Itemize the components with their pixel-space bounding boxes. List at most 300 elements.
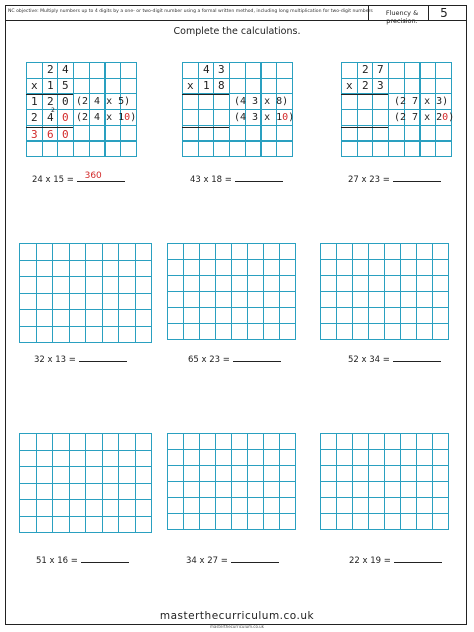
grid-cell — [85, 309, 103, 327]
grid-cell — [320, 259, 337, 276]
grid-cell — [247, 291, 264, 308]
grid-cell — [279, 449, 296, 466]
grid-cell — [372, 141, 389, 158]
answer-line[interactable] — [235, 172, 283, 182]
grid-cell — [372, 93, 389, 110]
grid-cell — [352, 275, 369, 292]
grid-cell — [229, 125, 246, 142]
grid-cell — [432, 259, 449, 276]
digit: 2 — [31, 111, 38, 124]
grid-cell — [215, 513, 232, 530]
question-2: 65 x 23 = — [188, 352, 281, 365]
grid-cell — [279, 481, 296, 498]
grid-cell — [400, 497, 417, 514]
grid-cell — [118, 466, 136, 484]
grid-cell — [19, 483, 37, 501]
grid-cell — [263, 433, 280, 450]
grid-cell — [432, 323, 449, 340]
grid-cell — [263, 481, 280, 498]
digit: 3 — [377, 79, 384, 92]
grid-cell — [416, 243, 433, 260]
grid-cell — [279, 465, 296, 482]
grid-cell — [245, 125, 262, 142]
grid-cell — [336, 481, 353, 498]
grid-cell — [416, 465, 433, 482]
grid-cell — [231, 481, 248, 498]
grid-cell — [336, 513, 353, 530]
grid-cell — [368, 259, 385, 276]
grid-cell — [73, 78, 90, 95]
grid-cell — [69, 499, 87, 517]
footer-site: masterthecurriculum.co.uk — [159, 610, 315, 622]
grid-cell — [215, 307, 232, 324]
grid-cell — [416, 307, 433, 324]
header-divider — [368, 5, 369, 21]
grid-cell — [183, 481, 200, 498]
grid-cell — [167, 307, 184, 324]
answer-line[interactable] — [77, 172, 125, 182]
grid-cell — [388, 62, 405, 79]
grid-cell — [118, 326, 136, 344]
grid-cell — [199, 513, 216, 530]
grid-cell — [198, 141, 215, 158]
grid-cell — [69, 260, 87, 278]
underline — [341, 127, 388, 128]
grid-cell — [247, 275, 264, 292]
grid-cell — [135, 293, 153, 311]
grid-cell — [118, 293, 136, 311]
grid-cell — [89, 125, 106, 142]
grid-cell — [182, 109, 199, 126]
grid-cell — [336, 275, 353, 292]
grid-cell — [215, 323, 232, 340]
grid-cell — [167, 275, 184, 292]
grid-cell — [135, 483, 153, 501]
grid-cell — [52, 293, 70, 311]
digit: 5 — [62, 79, 69, 92]
grid-cell — [416, 497, 433, 514]
grid-cell — [19, 293, 37, 311]
grid-cell — [320, 449, 337, 466]
grid-cell — [36, 276, 54, 294]
grid-cell — [57, 141, 74, 158]
grid-cell — [26, 62, 43, 79]
grid-cell — [400, 275, 417, 292]
grid-cell — [400, 291, 417, 308]
grid-cell — [432, 481, 449, 498]
grid-cell — [167, 291, 184, 308]
grid-cell — [247, 433, 264, 450]
question-worked-1: 24 x 15 = 360 — [32, 172, 125, 185]
grid-cell — [118, 276, 136, 294]
grid-cell — [400, 307, 417, 324]
grid-cell — [69, 433, 87, 451]
grid-cell — [368, 307, 385, 324]
answer-line[interactable] — [393, 172, 441, 182]
grid-cell — [357, 109, 374, 126]
footer-site-small: masterthecurriculum.co.uk — [210, 624, 264, 629]
answer-line[interactable] — [394, 553, 442, 563]
grid-cell — [247, 497, 264, 514]
grid-cell — [231, 243, 248, 260]
placeholder-zero: 0 — [62, 111, 69, 124]
digit: 2 — [47, 95, 54, 108]
grid-cell — [384, 497, 401, 514]
grid-cell — [85, 466, 103, 484]
grid-cell — [199, 307, 216, 324]
grid-cell — [247, 449, 264, 466]
grid-cell — [69, 466, 87, 484]
grid-cell — [167, 513, 184, 530]
grid-cell — [183, 449, 200, 466]
grid-cell — [36, 260, 54, 278]
grid-cell — [182, 62, 199, 79]
grid-cell — [400, 259, 417, 276]
grid-cell — [352, 497, 369, 514]
grid-cell — [182, 141, 199, 158]
grid-cell — [52, 466, 70, 484]
grid-cell — [19, 499, 37, 517]
nc-objective: NC objective: Multiply numbers up to 4 digits by a one- or two-digit number using a formal written method, including long multiplication for two-digit numbers — [8, 9, 373, 14]
grid-cell — [135, 450, 153, 468]
grid-cell — [52, 243, 70, 261]
grid-cell — [384, 307, 401, 324]
digit: 2 — [47, 63, 54, 76]
grid-cell — [135, 309, 153, 327]
times-sign: x — [31, 79, 38, 92]
grid-cell — [183, 497, 200, 514]
grid-cell — [231, 433, 248, 450]
grid-cell — [279, 291, 296, 308]
grid-cell — [199, 323, 216, 340]
grid-cell — [368, 449, 385, 466]
grid-cell — [352, 465, 369, 482]
partial-note: (2 7 x 20) — [394, 112, 455, 123]
grid-cell — [118, 483, 136, 501]
grid-cell — [404, 125, 421, 142]
grid-cell — [352, 243, 369, 260]
grid-cell — [183, 465, 200, 482]
grid-cell — [388, 125, 405, 142]
grid-cell — [336, 433, 353, 450]
grid-cell — [247, 323, 264, 340]
grid-cell — [199, 449, 216, 466]
grid-cell — [416, 323, 433, 340]
grid-cell — [400, 433, 417, 450]
grid-cell — [36, 516, 54, 534]
grid-cell — [420, 125, 437, 142]
grid-cell — [118, 516, 136, 534]
grid-cell — [247, 481, 264, 498]
grid-cell — [102, 326, 120, 344]
grid-cell — [416, 513, 433, 530]
grid-cell — [102, 243, 120, 261]
grid-cell — [199, 243, 216, 260]
answer-line[interactable] — [231, 553, 279, 563]
grid-cell — [215, 259, 232, 276]
grid-cell — [263, 497, 280, 514]
question-5: 34 x 27 = — [186, 553, 279, 566]
grid-cell — [279, 307, 296, 324]
grid-cell — [231, 513, 248, 530]
grid-cell — [105, 78, 122, 95]
partial-note: (4 3 x 10) — [234, 112, 295, 123]
grid-cell — [384, 259, 401, 276]
grid-cell — [69, 293, 87, 311]
grid-cell — [432, 513, 449, 530]
grid-cell — [215, 481, 232, 498]
grid-cell — [231, 497, 248, 514]
grid-cell — [135, 433, 153, 451]
grid-cell — [336, 291, 353, 308]
grid-cell — [36, 326, 54, 344]
grid-cell — [320, 323, 337, 340]
question-worked-2: 43 x 18 = — [190, 172, 283, 185]
answer-line[interactable] — [233, 352, 281, 362]
grid-cell — [215, 465, 232, 482]
grid-cell — [384, 449, 401, 466]
grid-cell — [432, 497, 449, 514]
grid-cell — [263, 323, 280, 340]
question-4: 51 x 16 = — [36, 553, 129, 566]
grid-cell — [19, 309, 37, 327]
grid-cell — [183, 259, 200, 276]
grid-cell — [432, 465, 449, 482]
grid-cell — [435, 78, 452, 95]
grid-cell — [198, 93, 215, 110]
grid-cell — [384, 243, 401, 260]
grid-cell — [52, 516, 70, 534]
grid-cell — [231, 449, 248, 466]
grid-cell — [320, 465, 337, 482]
page-number: 5 — [440, 6, 448, 20]
grid-cell — [320, 291, 337, 308]
grid-cell — [52, 450, 70, 468]
grid-cell — [102, 499, 120, 517]
grid-cell — [167, 323, 184, 340]
grid-cell — [279, 497, 296, 514]
grid-cell — [105, 62, 122, 79]
grid-cell — [263, 465, 280, 482]
grid-cell — [183, 243, 200, 260]
grid-cell — [320, 497, 337, 514]
grid-cell — [432, 307, 449, 324]
grid-cell — [384, 275, 401, 292]
grid-cell — [85, 260, 103, 278]
category-label: Fluency & precision. — [385, 9, 419, 25]
grid-cell — [420, 78, 437, 95]
grid-cell — [118, 260, 136, 278]
grid-cell — [52, 309, 70, 327]
grid-cell — [120, 78, 137, 95]
grid-cell — [102, 309, 120, 327]
grid-cell — [263, 259, 280, 276]
grid-cell — [432, 291, 449, 308]
grid-cell — [69, 483, 87, 501]
grid-cell — [167, 449, 184, 466]
grid-cell — [199, 275, 216, 292]
digit: 7 — [377, 63, 384, 76]
grid-cell — [183, 275, 200, 292]
grid-cell — [368, 243, 385, 260]
grid-cell — [120, 125, 137, 142]
grid-cell — [215, 291, 232, 308]
grid-cell — [167, 497, 184, 514]
underline — [182, 94, 229, 95]
grid-cell — [19, 276, 37, 294]
answer-line[interactable] — [393, 352, 441, 362]
grid-cell — [85, 516, 103, 534]
grid-cell — [120, 141, 137, 158]
grid-cell — [118, 450, 136, 468]
grid-cell — [213, 141, 230, 158]
grid-cell — [263, 243, 280, 260]
grid-cell — [135, 516, 153, 534]
grid-cell — [215, 275, 232, 292]
answer-line[interactable] — [81, 553, 129, 563]
grid-cell — [69, 516, 87, 534]
grid-cell — [261, 62, 278, 79]
grid-cell — [118, 309, 136, 327]
grid-cell — [400, 323, 417, 340]
grid-cell — [352, 259, 369, 276]
grid-cell — [231, 275, 248, 292]
grid-cell — [229, 78, 246, 95]
grid-cell — [85, 326, 103, 344]
grid-cell — [352, 291, 369, 308]
grid-cell — [52, 433, 70, 451]
grid-cell — [85, 450, 103, 468]
grid-cell — [247, 513, 264, 530]
question-6: 22 x 19 = — [349, 553, 442, 566]
grid-cell — [69, 243, 87, 261]
grid-cell — [400, 513, 417, 530]
grid-cell — [36, 483, 54, 501]
digit: 1 — [31, 95, 38, 108]
grid-cell — [263, 513, 280, 530]
grid-cell — [36, 466, 54, 484]
grid-cell — [435, 141, 452, 158]
grid-cell — [435, 125, 452, 142]
grid-cell — [199, 291, 216, 308]
grid-cell — [89, 62, 106, 79]
grid-cell — [368, 323, 385, 340]
grid-cell — [73, 125, 90, 142]
grid-cell — [263, 307, 280, 324]
grid-cell — [69, 309, 87, 327]
grid-cell — [73, 141, 90, 158]
grid-cell — [102, 466, 120, 484]
grid-cell — [368, 275, 385, 292]
grid-cell — [432, 433, 449, 450]
grid-cell — [120, 62, 137, 79]
grid-cell — [26, 141, 43, 158]
grid-cell — [336, 449, 353, 466]
grid-cell — [341, 109, 358, 126]
grid-cell — [135, 326, 153, 344]
grid-cell — [320, 513, 337, 530]
grid-cell — [135, 260, 153, 278]
grid-cell — [320, 243, 337, 260]
partial-note: (4 3 x 8) — [234, 96, 289, 107]
grid-cell — [352, 323, 369, 340]
grid-cell — [336, 243, 353, 260]
grid-cell — [231, 259, 248, 276]
grid-cell — [263, 275, 280, 292]
digit: 4 — [47, 111, 54, 124]
grid-cell — [231, 465, 248, 482]
grid-cell — [199, 259, 216, 276]
grid-cell — [105, 141, 122, 158]
carry-digit: 2 — [51, 107, 55, 114]
grid-cell — [102, 293, 120, 311]
grid-cell — [245, 62, 262, 79]
grid-cell — [118, 433, 136, 451]
grid-cell — [247, 465, 264, 482]
grid-cell — [341, 93, 358, 110]
grid-cell — [19, 466, 37, 484]
grid-cell — [182, 93, 199, 110]
answer-line[interactable] — [79, 352, 127, 362]
grid-cell — [213, 109, 230, 126]
grid-cell — [199, 497, 216, 514]
grid-cell — [215, 433, 232, 450]
partial-note: (2 4 x 5) — [76, 96, 131, 107]
grid-cell — [19, 450, 37, 468]
grid-cell — [213, 93, 230, 110]
question-worked-3: 27 x 23 = — [348, 172, 441, 185]
grid-cell — [352, 307, 369, 324]
grid-cell — [368, 497, 385, 514]
grid-cell — [279, 243, 296, 260]
instruction: Complete the calculations. — [173, 26, 301, 37]
grid-cell — [36, 433, 54, 451]
grid-cell — [420, 62, 437, 79]
question-3: 52 x 34 = — [348, 352, 441, 365]
grid-cell — [215, 497, 232, 514]
grid-cell — [416, 481, 433, 498]
partial-note: (2 4 x 10) — [76, 112, 137, 123]
grid-cell — [36, 499, 54, 517]
grid-cell — [183, 307, 200, 324]
digit: 3 — [218, 63, 225, 76]
grid-cell — [384, 481, 401, 498]
underline — [341, 94, 388, 95]
grid-cell — [336, 323, 353, 340]
grid-cell — [229, 141, 246, 158]
grid-cell — [276, 125, 293, 142]
grid-cell — [89, 141, 106, 158]
grid-cell — [416, 433, 433, 450]
grid-cell — [400, 449, 417, 466]
grid-cell — [19, 516, 37, 534]
grid-cell — [416, 291, 433, 308]
grid-cell — [261, 125, 278, 142]
partial-note: (2 7 x 3) — [394, 96, 449, 107]
grid-cell — [336, 497, 353, 514]
grid-cell — [261, 78, 278, 95]
answer-digit: 3 — [31, 128, 38, 141]
digit: 1 — [47, 79, 54, 92]
grid-cell — [102, 433, 120, 451]
grid-cell — [279, 433, 296, 450]
grid-cell — [400, 481, 417, 498]
grid-cell — [102, 483, 120, 501]
grid-cell — [85, 499, 103, 517]
grid-cell — [199, 465, 216, 482]
grid-cell — [118, 499, 136, 517]
grid-cell — [352, 449, 369, 466]
